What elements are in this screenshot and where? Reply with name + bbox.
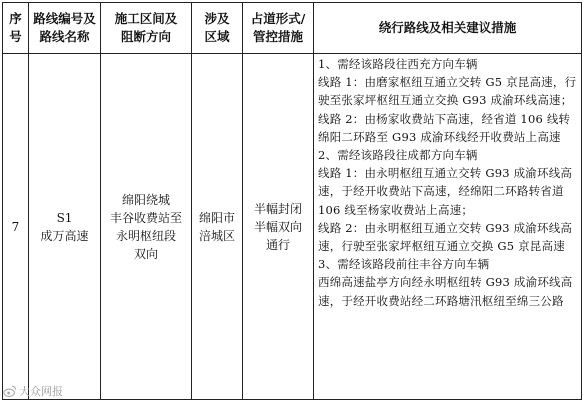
detour-line: 2、需经该路段往成都方向车辆 xyxy=(318,148,478,163)
watermark-text: 大众网报 xyxy=(19,385,63,398)
detour-line: 线路 1：由永明枢纽互通立交转 G93 成渝环线高速，于经开收费站下高速，经绵阳二环路转省道 106 线至杨家收费站上高速； xyxy=(318,166,573,217)
detour-line: 线路 2：由永明枢纽互通立交转 G93 成渝环线高速，行驶至张家坪枢纽互通立交换 G5 京昆高速 xyxy=(318,220,573,254)
header-control: 占道形式/ 管控措施 xyxy=(243,3,314,54)
header-section: 施工区间及 阻断方向 xyxy=(101,3,192,54)
cell-area: 绵阳市 涪城区 xyxy=(192,54,243,400)
header-seq: 序 号 xyxy=(3,3,29,54)
header-row xyxy=(3,3,582,54)
cell-seq: 7 xyxy=(3,54,29,400)
cell-control: 半幅封闭 半幅双向 通行 xyxy=(243,54,314,400)
cell-detour xyxy=(314,54,582,400)
detour-line: 1、需经该路段往西充方向车辆 xyxy=(318,57,478,71)
cell-route-name: S1 成万高速 xyxy=(29,54,101,400)
watermark xyxy=(3,383,63,399)
detour-line: 线路 2：由杨家收费站下高速，经省道 106 线转绵阳二环路至 G93 成渝环线经开收费站上高速 xyxy=(318,111,571,144)
header-detour: 绕行路线及相关建议措施 xyxy=(314,3,582,54)
detour-line: 西绵高速盐亭方向经永明枢纽转 G93 成渝环线高速，于经开收费站经二环路塘汛枢纽至绵三公路 xyxy=(318,275,573,308)
cell-section: 绵阳绕城 丰谷收费站至 永明枢纽段 双向 xyxy=(101,54,192,400)
detour-line: 线路 1：由磨家枢纽互通立交转 G5 京昆高速，行驶至张家坪枢纽互通立交换 G93 成渝环线高速； xyxy=(318,75,577,108)
detour-table xyxy=(2,2,582,400)
weibo-icon xyxy=(3,384,17,398)
table-row xyxy=(3,54,582,400)
detour-line: 3、需经该路段前往丰谷方向车辆 xyxy=(318,257,490,272)
header-area: 涉及 区域 xyxy=(192,3,243,54)
header-route-name: 路线编号及 路线名称 xyxy=(29,3,101,54)
